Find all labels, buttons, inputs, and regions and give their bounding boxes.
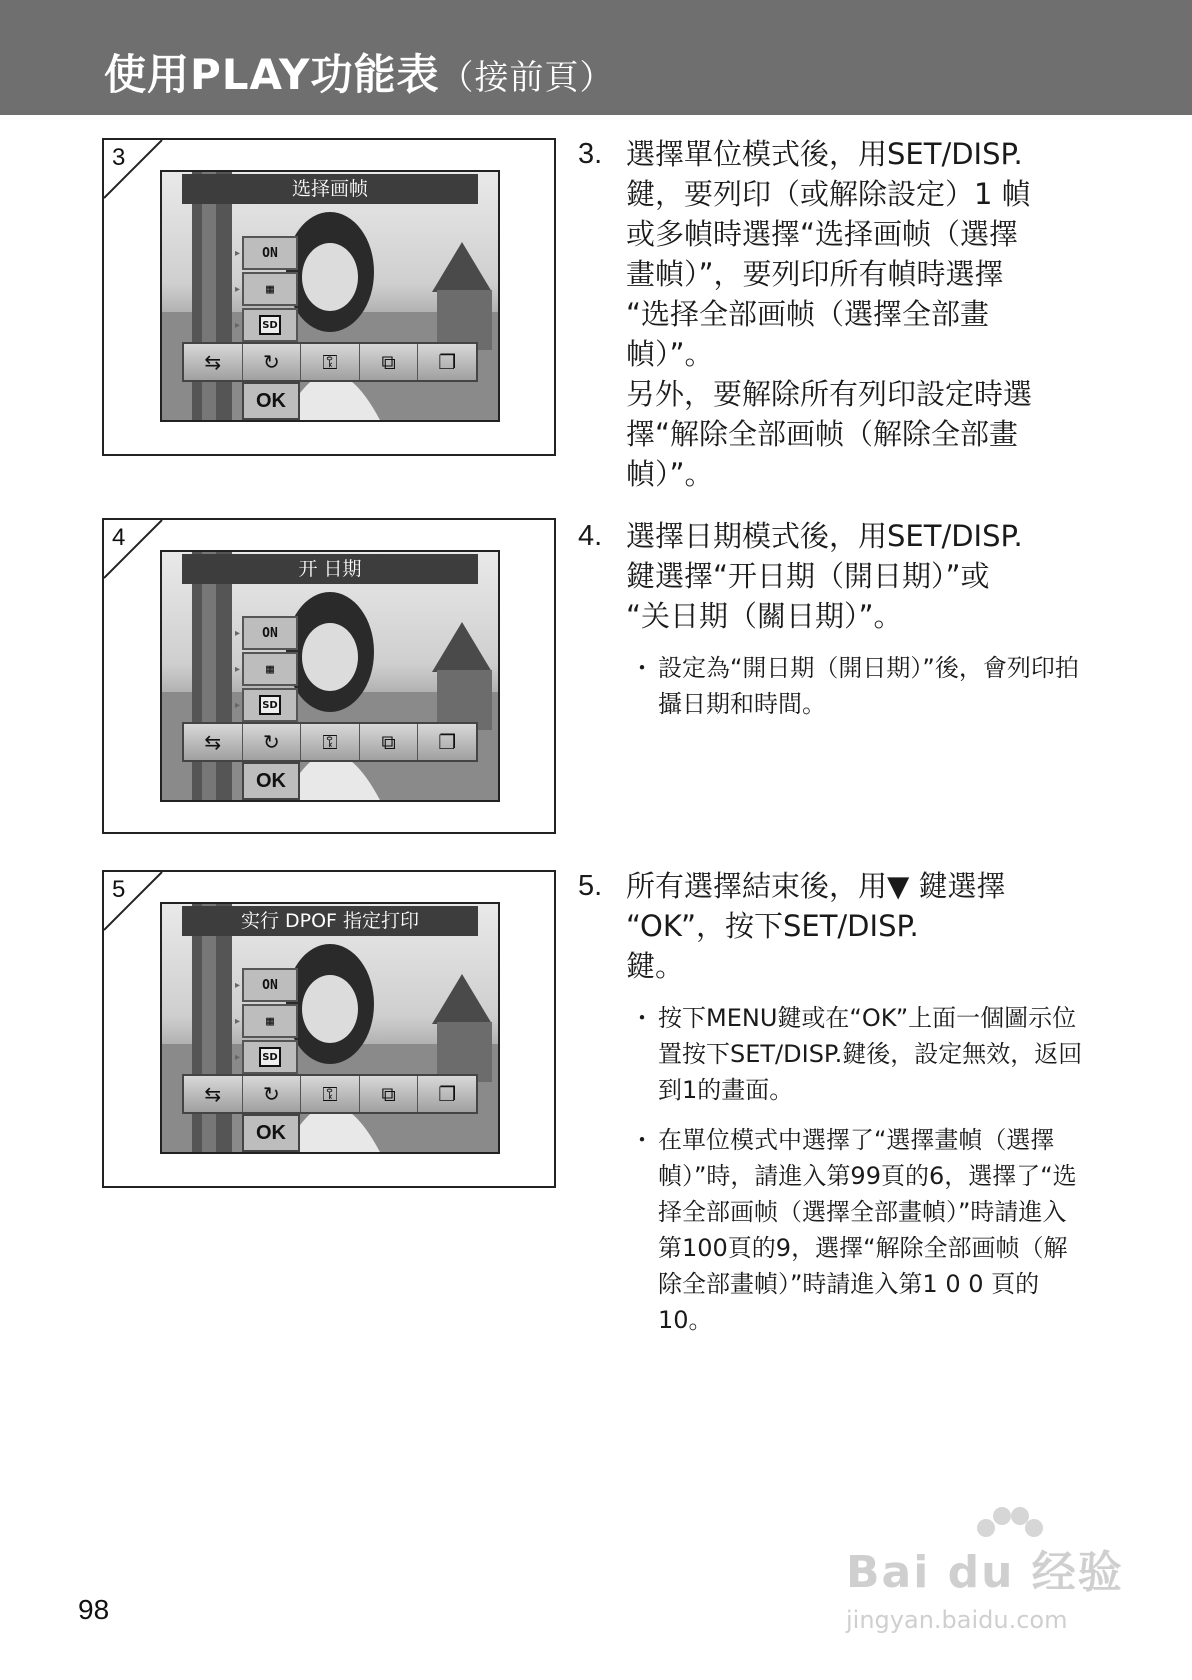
play-menu-toolbar	[182, 722, 478, 762]
photo-scene	[162, 904, 500, 1154]
step-line: 選擇單位模式後，用SET/DISP.	[626, 137, 1023, 171]
screen-illustration-4	[102, 518, 556, 834]
protect-key-icon[interactable]: ⚿	[301, 344, 360, 380]
step-line: 鍵選擇“开日期（開日期）”或	[626, 559, 990, 593]
page-header	[0, 0, 1192, 115]
step-line: 鍵，要列印（或解除設定）1 幀	[626, 177, 1031, 211]
protect-key-icon[interactable]: ⚿	[301, 724, 360, 760]
date-on-icon[interactable]: ▸ ON	[242, 236, 298, 270]
submenu-icons	[235, 236, 300, 344]
step-line: 或多幀時選擇“选择画帧（選擇	[626, 217, 1019, 251]
step-note: ・ 設定為“開日期（開日期）”後，會列印拍攝日期和時間。	[630, 654, 1079, 718]
menu-title: 开 日期	[182, 554, 478, 584]
slideshow-icon[interactable]: ⇆	[184, 344, 243, 380]
step-4-text	[578, 516, 1088, 722]
step-number: 4.	[578, 520, 603, 552]
page-title: 使用PLAY功能表（接前頁）	[104, 50, 615, 99]
menu-title: 实行 DPOF 指定打印	[182, 906, 478, 936]
grid-frames-icon[interactable]: ▸ ▦	[242, 272, 298, 306]
step-line: “选择全部画帧（選擇全部畫	[626, 297, 990, 331]
page-subtitle: （接前頁）	[439, 58, 615, 98]
step-line: “OK”，按下SET/DISP.	[626, 909, 919, 943]
step-line: 畫幀）”，要列印所有幀時選擇	[626, 257, 1004, 291]
copy-icon[interactable]: ⧉	[360, 344, 419, 380]
screen-number: 5	[112, 876, 126, 903]
step-line: “关日期（關日期）”。	[626, 599, 903, 633]
step-line: 另外，要解除所有列印設定時選	[626, 377, 1033, 411]
protect-key-icon[interactable]: ⚿	[301, 1076, 360, 1112]
step-note: ・ 在單位模式中選擇了“選擇畫幀（選擇幀）”時，請進入第99頁的6，選擇了“选择全部画帧（選擇全部畫幀）”時請進入第100頁的9，選擇“解除全部画帧（解除全部畫幀）”時請進入第1 0 0 頁的10。	[630, 1126, 1077, 1334]
step-line: 選擇日期模式後，用SET/DISP.	[626, 519, 1023, 553]
rotate-icon[interactable]: ↻	[243, 344, 302, 380]
submenu-icons	[235, 968, 300, 1076]
menu-title: 选择画帧	[182, 174, 478, 204]
copy-icon[interactable]: ⧉	[360, 1076, 419, 1112]
step-number: 3.	[578, 138, 603, 170]
watermark-logo: Bai du 经验	[846, 1547, 1124, 1598]
screen-number: 3	[112, 144, 126, 171]
copy-icon[interactable]: ⧉	[360, 724, 419, 760]
rotate-icon[interactable]: ↻	[243, 724, 302, 760]
camera-lcd	[160, 902, 500, 1154]
ok-button[interactable]: OK	[242, 762, 300, 800]
step-5-text	[578, 866, 1088, 1338]
camera-lcd	[160, 550, 500, 802]
screen-illustration-5	[102, 870, 556, 1188]
dpof-print-icon[interactable]: ❐	[418, 724, 476, 760]
camera-lcd	[160, 170, 500, 422]
rotate-icon[interactable]: ↻	[243, 1076, 302, 1112]
sd-card-icon[interactable]: ▸ SD	[242, 688, 298, 722]
ok-button[interactable]: OK	[242, 382, 300, 420]
step-line: 所有選擇結束後，用▼ 鍵選擇	[626, 869, 1006, 903]
screen-illustration-3	[102, 138, 556, 456]
screen-number: 4	[112, 524, 126, 551]
step-note: ・ 按下MENU鍵或在“OK”上面一個圖示位置按下SET/DISP.鍵後，設定無效，返回到1的畫面。	[630, 1004, 1083, 1104]
slideshow-icon[interactable]: ⇆	[184, 724, 243, 760]
step-3-text	[578, 134, 1088, 494]
page-number: 98	[78, 1594, 110, 1625]
play-menu-toolbar	[182, 342, 478, 382]
grid-frames-icon[interactable]: ▸ ▦	[242, 1004, 298, 1038]
step-line: 幀）”。	[626, 457, 714, 491]
date-on-icon[interactable]: ▸ ON	[242, 968, 298, 1002]
dpof-print-icon[interactable]: ❐	[418, 344, 476, 380]
play-menu-toolbar	[182, 1074, 478, 1114]
watermark	[846, 1500, 1126, 1640]
sd-card-icon[interactable]: ▸ SD	[242, 308, 298, 342]
step-number: 5.	[578, 870, 603, 902]
photo-scene	[162, 552, 500, 802]
step-line: 幀）”。	[626, 337, 714, 371]
ok-button[interactable]: OK	[242, 1114, 300, 1152]
photo-scene	[162, 172, 500, 422]
slideshow-icon[interactable]: ⇆	[184, 1076, 243, 1112]
date-on-icon[interactable]: ▸ ON	[242, 616, 298, 650]
submenu-icons	[235, 616, 300, 724]
sd-card-icon[interactable]: ▸ SD	[242, 1040, 298, 1074]
dpof-print-icon[interactable]: ❐	[418, 1076, 476, 1112]
step-line: 鍵。	[626, 949, 685, 983]
watermark-url: jingyan.baidu.com	[846, 1606, 1068, 1634]
grid-frames-icon[interactable]: ▸ ▦	[242, 652, 298, 686]
step-line: 擇“解除全部画帧（解除全部畫	[626, 417, 1019, 451]
